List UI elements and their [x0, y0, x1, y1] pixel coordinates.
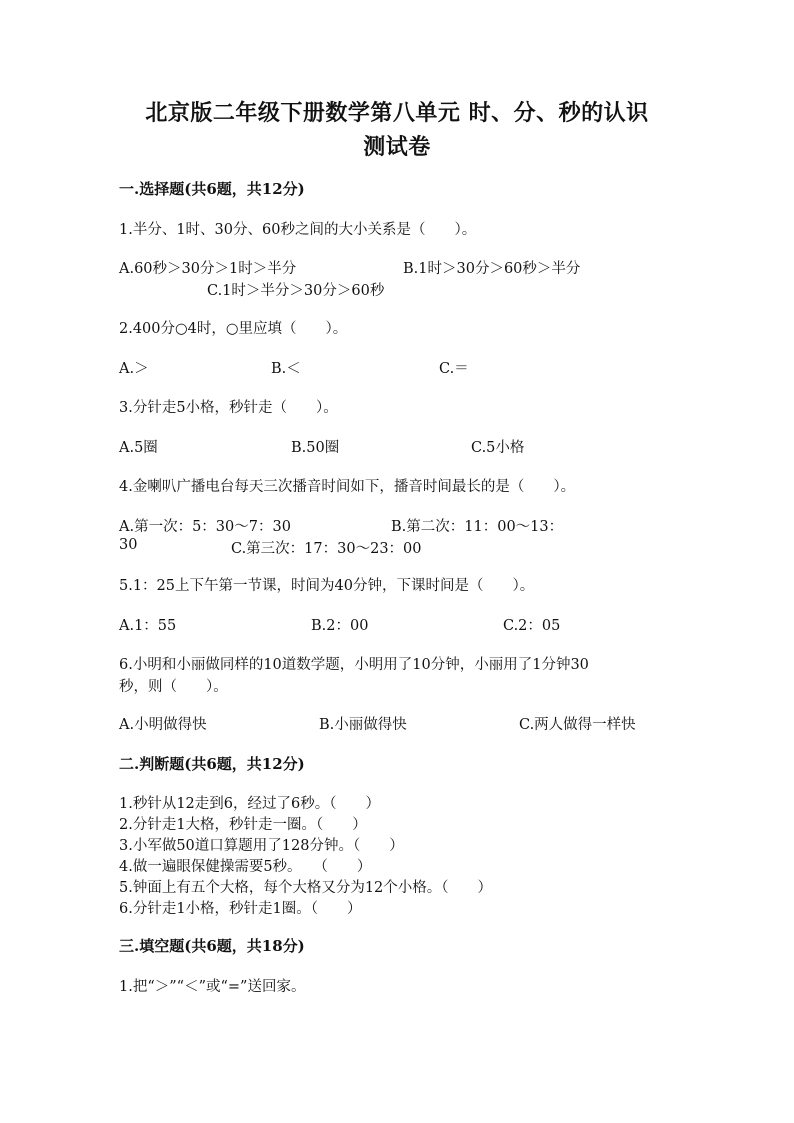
option: B.小丽做得快: [319, 717, 407, 733]
option: B.第二次：11：00～13：: [391, 519, 564, 535]
option: C.5小格: [471, 440, 525, 456]
question-stem: 4.金喇叭广播电台每天三次播音时间如下，播音时间最长的是（ ）。: [119, 479, 576, 495]
option-continued: 30: [119, 537, 138, 553]
section-heading-judgment: 二.判断题(共6题，共12分): [119, 755, 305, 773]
option: A.小明做得快: [119, 717, 207, 733]
section-heading-fill-blank: 三.填空题(共6题，共18分): [119, 937, 305, 955]
option: B.2：00: [311, 618, 369, 634]
option: B.1时＞30分＞60秒＞半分: [403, 261, 581, 277]
page-title: 北京版二年级下册数学第八单元 时、分、秒的认识: [145, 100, 649, 126]
question-stem: 1.半分、1时、30分、60秒之间的大小关系是（ ）。: [119, 222, 477, 238]
fill-blank-item: 1.把“＞”“＜”或“=”送回家。: [119, 979, 306, 995]
option: A.60秒＞30分＞1时＞半分: [119, 261, 297, 277]
judgment-item: 1.秒针从12走到6，经过了6秒。（ ）: [119, 796, 380, 812]
option: C.2：05: [503, 618, 561, 634]
judgment-item: 6.分针走1小格，秒针走1圈。（ ）: [119, 901, 362, 917]
option: A.第一次：5：30～7：30: [119, 519, 291, 535]
option: C.1时＞半分＞30分＞60秒: [207, 283, 385, 299]
judgment-item: 5.钟面上有五个大格，每个大格又分为12个小格。（ ）: [119, 880, 493, 896]
option: C.两人做得一样快: [519, 717, 636, 733]
question-stem: 3.分针走5小格，秒针走（ ）。: [119, 400, 338, 416]
page-subtitle: 测试卷: [363, 134, 431, 160]
question-stem: 2.400分○4时，○里应填（ ）。: [119, 321, 348, 337]
option: A.5圈: [119, 440, 158, 456]
judgment-item: 3.小军做50道口算题用了128分钟。（ ）: [119, 838, 404, 854]
option: A.＞: [119, 361, 149, 377]
question-stem: 5.1：25上下午第一节课，时间为40分钟，下课时间是（ ）。: [119, 578, 535, 594]
question-stem-continued: 秒，则（ ）。: [119, 679, 228, 695]
option: B.＜: [271, 361, 301, 377]
option: C.＝: [439, 361, 469, 377]
option: B.50圈: [291, 440, 340, 456]
option: A.1：55: [119, 618, 177, 634]
judgment-item: 4.做一遍眼保健操需要5秒。 （ ）: [119, 859, 372, 875]
judgment-item: 2.分针走1大格，秒针走一圈。（ ）: [119, 817, 367, 833]
option: C.第三次：17：30～23：00: [231, 541, 422, 557]
section-heading-choice: 一.选择题(共6题，共12分): [119, 180, 305, 198]
question-stem: 6.小明和小丽做同样的10道数学题，小明用了10分钟，小丽用了1分钟30: [119, 657, 589, 673]
